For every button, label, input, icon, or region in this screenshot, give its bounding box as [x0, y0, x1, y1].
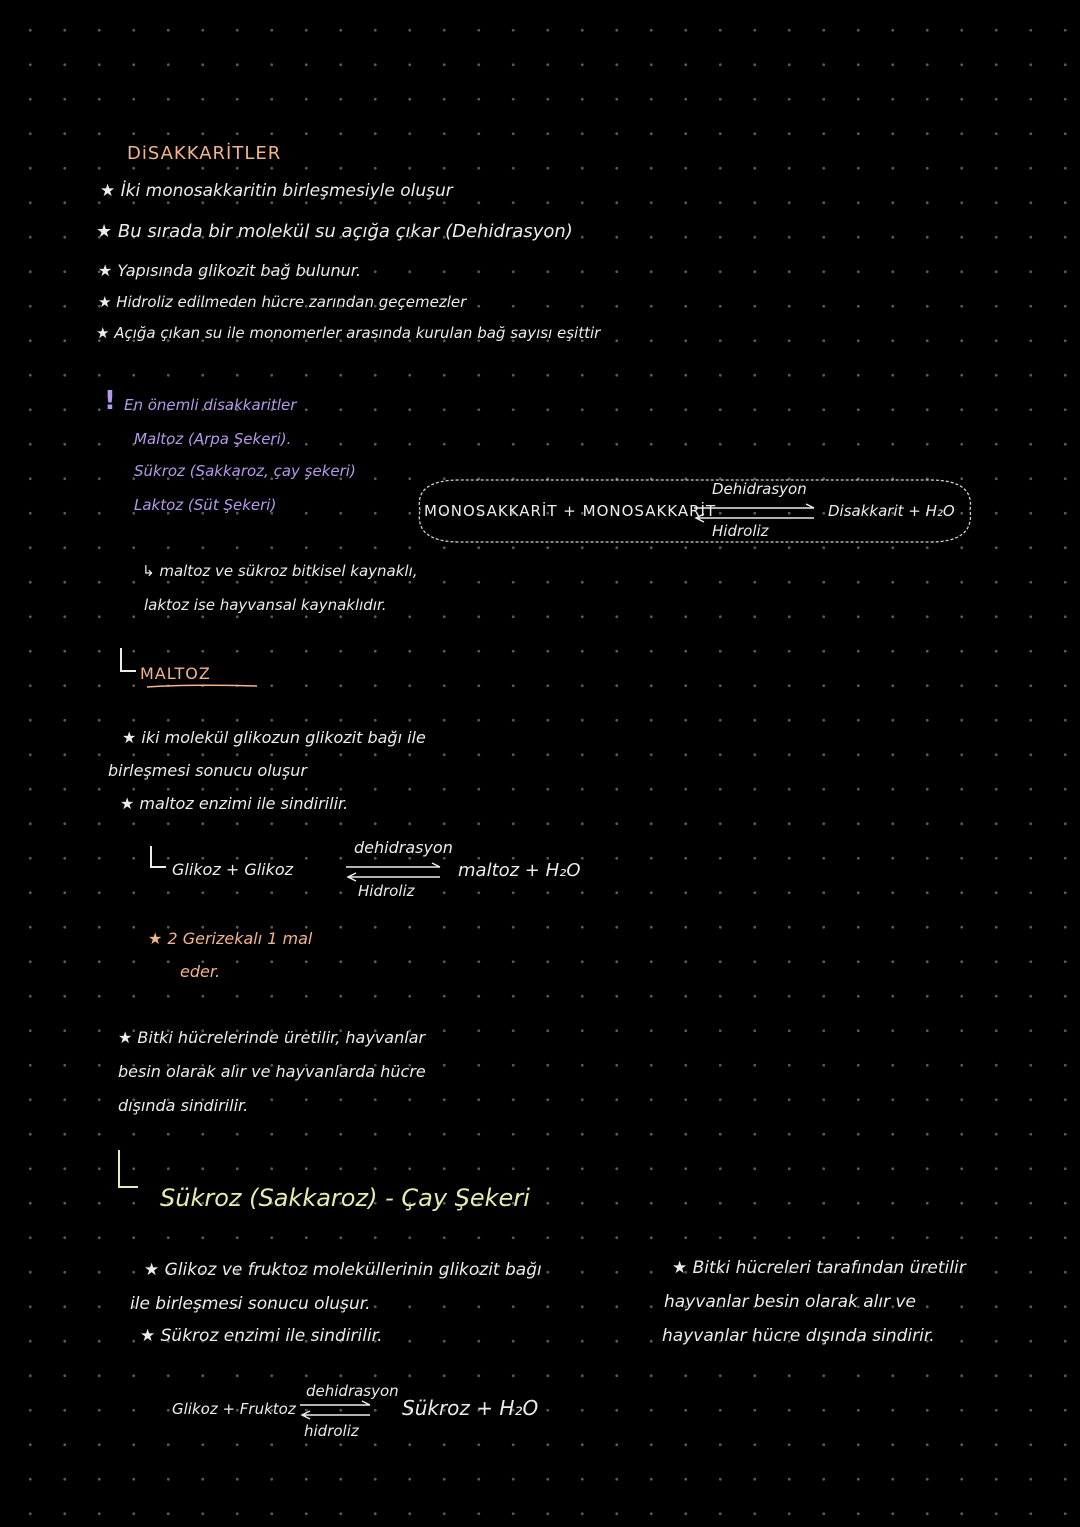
maltoz-bullet-1-line1: ★ iki molekül glikozun glikozit bağı ile — [122, 728, 426, 747]
sukroz-right-line3: hayvanlar hücre dışında sindirir. — [662, 1326, 935, 1346]
reversible-arrow-icon — [296, 1400, 376, 1420]
maltoz-bullet-2: ★ maltoz enzimi ile sindirilir. — [120, 794, 349, 813]
maltoz-bullet-3-line2: besin olarak alır ve hayvanlarda hücre — [118, 1062, 426, 1081]
general-eq-bottom: Hidroliz — [712, 522, 769, 540]
bullet-5: ★ Açığa çıkan su ile monomerler arasında kurulan bağ sayısı eşittir — [96, 324, 601, 342]
sukroz-eq-top: dehidrasyon — [306, 1382, 399, 1400]
sukroz-right-line1: ★ Bitki hücreleri tarafından üretilir — [672, 1258, 966, 1278]
maltoz-eq-bottom: Hidroliz — [358, 882, 415, 900]
sukroz-bullet-1-line2: ile birleşmesi sonucu oluşur. — [130, 1294, 371, 1314]
arrow-hook-icon — [150, 846, 166, 868]
source-note-line2: laktoz ise hayvansal kaynaklıdır. — [144, 596, 387, 614]
reversible-arrow-icon — [690, 503, 820, 523]
maltoz-note-line2: eder. — [180, 962, 221, 981]
maltoz-bullet-3-line1: ★ Bitki hücrelerinde üretilir, hayvanlar — [118, 1028, 426, 1047]
exclamation-icon: ! — [104, 386, 116, 416]
source-note-line1: ↳ maltoz ve sükroz bitkisel kaynaklı, — [142, 562, 418, 580]
maltoz-eq-right: maltoz + H₂O — [458, 860, 581, 881]
maltoz-eq-top: dehidrasyon — [354, 838, 453, 857]
bullet-1: ★ İki monosakkaritin birleşmesiyle oluşur — [100, 181, 453, 201]
important-title: En önemli disakkaritler — [124, 396, 297, 414]
bullet-3: ★ Yapısında glikozit bağ bulunur. — [98, 261, 361, 280]
maltoz-bullet-1-line2: birleşmesi sonucu oluşur — [108, 761, 307, 780]
page-title: DiSAKKARİTLER — [127, 143, 282, 164]
maltoz-eq-left: Glikoz + Glikoz — [172, 860, 294, 879]
sukroz-eq-bottom: hidroliz — [304, 1422, 359, 1440]
general-eq-right: Disakkarit + H₂O — [828, 502, 955, 520]
sukroz-eq-right: Sükroz + H₂O — [402, 1396, 539, 1420]
general-eq-left: MONOSAKKARİT + MONOSAKKARİT — [424, 502, 717, 520]
item-maltoz: Maltoz (Arpa Şekeri). — [134, 430, 292, 448]
sukroz-title: Sükroz (Sakkaroz) - Çay Şekeri — [160, 1184, 530, 1212]
sukroz-eq-left: Glikoz + Fruktoz — [172, 1400, 296, 1418]
general-eq-top: Dehidrasyon — [712, 480, 807, 498]
bullet-4: ★ Hidroliz edilmeden hücre zarından geçemezler — [98, 293, 467, 311]
maltoz-bullet-3-line3: dışında sindirilir. — [118, 1096, 249, 1115]
sukroz-right-line2: hayvanlar besin olarak alır ve — [664, 1292, 917, 1312]
item-laktoz: Laktoz (Süt Şekeri) — [134, 496, 277, 514]
sukroz-bullet-1-line1: ★ Glikoz ve fruktoz moleküllerinin glikozit bağı — [144, 1260, 542, 1280]
item-sukroz: Sükroz (Sakkaroz, çay şekeri) — [134, 462, 356, 480]
arrow-hook-icon — [118, 1150, 138, 1188]
maltoz-underline — [145, 682, 260, 690]
maltoz-note-line1: ★ 2 Gerizekalı 1 mal — [148, 929, 313, 948]
maltoz-title: MALTOZ — [140, 664, 211, 683]
reversible-arrow-icon — [342, 862, 446, 882]
arrow-hook-icon — [120, 648, 136, 672]
bullet-2: ★ Bu sırada bir molekül su açığa çıkar (Dehidrasyon) — [96, 221, 573, 242]
sukroz-bullet-2: ★ Sükroz enzimi ile sindirilir. — [140, 1326, 383, 1346]
